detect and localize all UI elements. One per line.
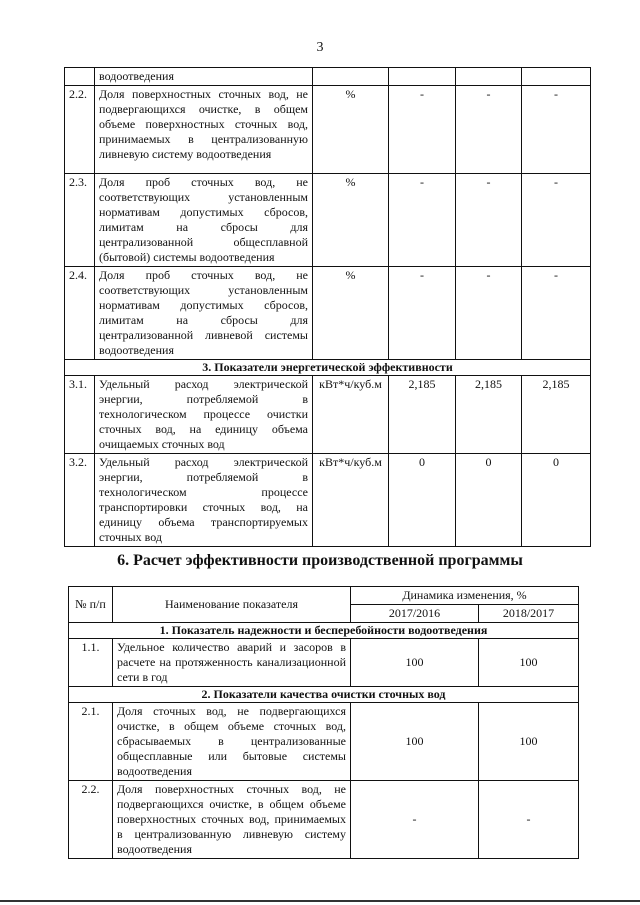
table-row	[65, 376, 591, 454]
value-2: 0	[456, 454, 522, 547]
indicator-name: Удельный расход электрической энергии, потребляемой в технологическом процессе очистки сточных вод, на единицу объема очищаемых сточных вод	[95, 376, 313, 454]
value-3: -	[522, 86, 591, 174]
header-name: Наименование показателя	[113, 587, 351, 623]
indicators-table-body	[65, 68, 591, 547]
value-1: -	[389, 267, 456, 360]
efficiency-table-body	[69, 587, 579, 859]
value-2: 100	[479, 639, 579, 687]
table-row	[65, 174, 591, 267]
indicator-name: Доля поверхностных сточных вод, не подвергающихся очистке, в общем объеме поверхностных сточных вод, принимаемых в централизованную ливневую систему водоотведения	[113, 781, 351, 859]
value-2: 2,185	[456, 376, 522, 454]
section-row	[65, 360, 591, 376]
value-1: 100	[351, 639, 479, 687]
unit: кВт*ч/куб.м	[313, 454, 389, 547]
table-row	[65, 267, 591, 360]
row-number: 2.4.	[65, 267, 95, 360]
section-title: 2. Показатели качества очистки сточных вод	[69, 687, 579, 703]
indicator-name: водоотведения	[95, 68, 313, 86]
table-header-row	[69, 587, 579, 605]
unit: кВт*ч/куб.м	[313, 376, 389, 454]
row-number: 1.1.	[69, 639, 113, 687]
header-dynamics: Динамика изменения, %	[351, 587, 579, 605]
page-number: 3	[316, 40, 324, 55]
value-1: -	[389, 174, 456, 267]
value-3: -	[522, 267, 591, 360]
section-title: 1. Показатель надежности и бесперебойности водоотведения	[69, 623, 579, 639]
header-col2: 2018/2017	[479, 605, 579, 623]
indicator-name: Доля проб сточных вод, не соответствующих установленным нормативам допустимых сбросов, лимитам на сбросы для централизованной общесплавной (бытовой) системы водоотведения	[95, 174, 313, 267]
unit: %	[313, 174, 389, 267]
value-2: -	[479, 781, 579, 859]
value-2	[456, 68, 522, 86]
value-1: -	[389, 86, 456, 174]
table-row	[69, 639, 579, 687]
value-1	[389, 68, 456, 86]
row-number: 3.1.	[65, 376, 95, 454]
value-2: -	[456, 174, 522, 267]
row-number	[65, 68, 95, 86]
value-3: 0	[522, 454, 591, 547]
row-number: 2.3.	[65, 174, 95, 267]
value-2: 100	[479, 703, 579, 781]
row-number: 2.2.	[69, 781, 113, 859]
value-1: 100	[351, 703, 479, 781]
indicator-name: Доля сточных вод, не подвергающихся очистке, в общем объеме сточных вод, сбрасываемых в централизованные общесплавные или бытовые системы водоотведения	[113, 703, 351, 781]
section-title: 3. Показатели энергетической эффективности	[65, 360, 591, 376]
unit: %	[313, 86, 389, 174]
scan-edge	[0, 900, 640, 902]
unit	[313, 68, 389, 86]
value-3: -	[522, 174, 591, 267]
section-row	[69, 623, 579, 639]
efficiency-table	[68, 586, 579, 859]
value-1: 0	[389, 454, 456, 547]
header-col1: 2017/2016	[351, 605, 479, 623]
row-number: 2.1.	[69, 703, 113, 781]
row-number: 2.2.	[65, 86, 95, 174]
value-3: 2,185	[522, 376, 591, 454]
indicator-name: Удельный расход электрической энергии, потребляемой в технологическом процессе транспортировки сточных вод, на единицу объема транспортируемых сточных вод	[95, 454, 313, 547]
value-2: -	[456, 267, 522, 360]
table-row	[65, 454, 591, 547]
value-2: -	[456, 86, 522, 174]
indicator-name: Доля проб сточных вод, не соответствующих установленным нормативам допустимых сбросов, лимитам на сбросы для централизованной ливневой системы водоотведения	[95, 267, 313, 360]
value-3	[522, 68, 591, 86]
section-heading: 6. Расчет эффективности производственной программы	[117, 552, 523, 569]
row-number: 3.2.	[65, 454, 95, 547]
indicator-name: Удельное количество аварий и засоров в расчете на протяженность канализационной сети в год	[113, 639, 351, 687]
table-row	[69, 781, 579, 859]
indicators-table	[64, 67, 591, 547]
table-row	[65, 86, 591, 174]
value-1: -	[351, 781, 479, 859]
indicator-name: Доля поверхностных сточных вод, не подвергающихся очистке, в общем объеме поверхностных сточных вод, принимаемых в централизованную ливневую систему водоотведения	[95, 86, 313, 174]
unit: %	[313, 267, 389, 360]
table-row	[65, 68, 591, 86]
table-row	[69, 703, 579, 781]
header-num: № п/п	[69, 587, 113, 623]
section-row	[69, 687, 579, 703]
value-1: 2,185	[389, 376, 456, 454]
